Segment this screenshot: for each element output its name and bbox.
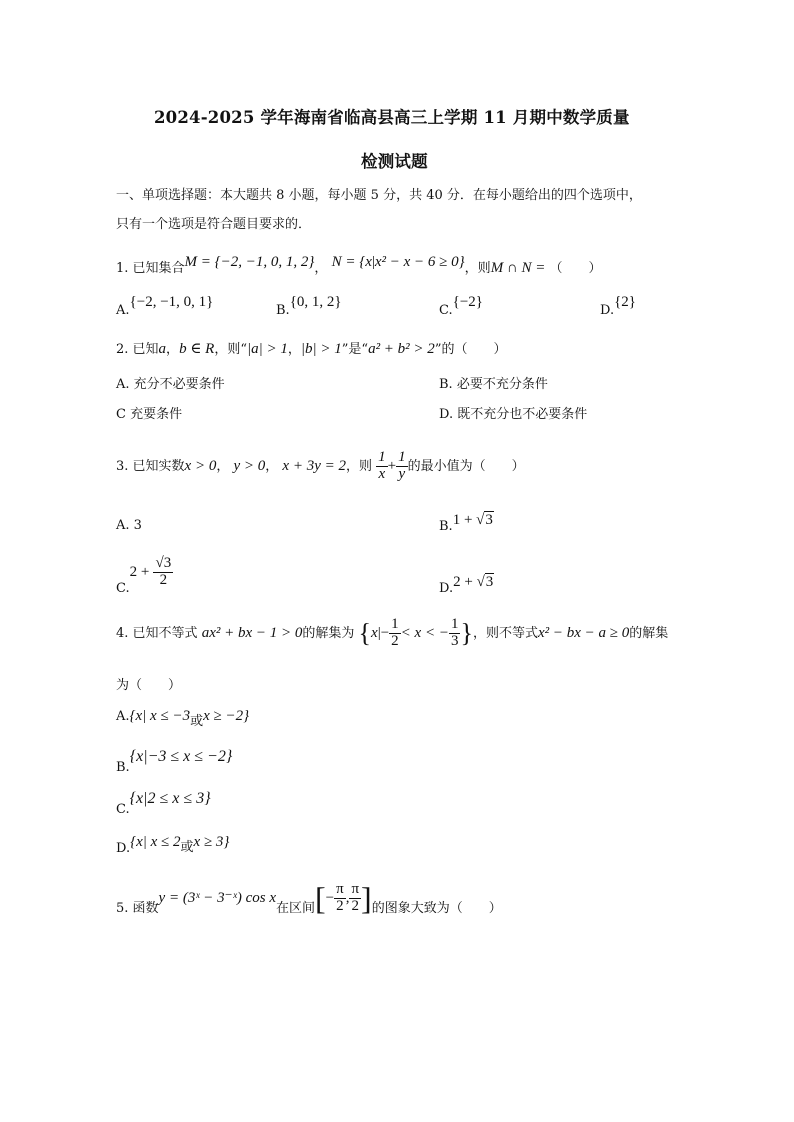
q5-minus: − [325,890,335,906]
q3-option-c-fraction [153,556,173,589]
q4-fraction-third [449,617,461,650]
q4-f2-den: 3 [450,632,459,649]
q4-inequality-2: x² − bx − a ≥ 0 [537,624,630,641]
q4-tail: 的解集 [629,625,669,641]
q5-fraction-left [334,882,346,915]
q3-sep: ， [216,458,230,474]
q3-frac2-num: 1 [398,449,406,465]
q4-option-c-label: C. [116,802,130,817]
q1-option-d [600,294,636,318]
question-2-stem [116,338,506,358]
q1-set-n-part2: x² − x − 6 ≥ 0} [374,254,465,270]
q4-option-a-label: A. [116,709,130,724]
q2-sep: ， [166,342,180,357]
q1-expression: M ∩ N = [490,260,546,276]
q3-option-c [116,556,173,596]
q4-number: 4. 已知不等式 [116,625,198,641]
q2-number: 2. 已知 [116,342,159,357]
q1-option-c-value: {−2} [452,294,483,310]
q3-frac1-num: 1 [378,449,386,465]
q4-f2-num: 1 [450,616,459,632]
q1-set-bar: | [371,254,375,270]
q4-option-d-v1: {x| x ≤ 2 [130,834,181,850]
q4-f1-den: 2 [391,632,399,649]
q2-cond-a: |a| > 1 [247,341,288,357]
q1-answer-paren: （ ） [549,261,602,276]
q4-option-d-label: D. [116,841,131,856]
q3-then: ，则 [345,458,372,474]
q3-frac2-den: y [398,465,406,482]
q1-option-b-label: B. [276,303,290,318]
q3-sep2: ， [265,458,279,474]
q4-option-d [116,834,229,856]
q4-option-a [116,708,249,729]
q4-lt: < x < − [400,624,449,641]
q3-number: 3. 已知实数 [116,458,185,474]
q3-tail: 的最小值为（ ） [407,458,525,474]
q2-option-c: C 充要条件 [116,407,183,422]
q3-option-c-v: 2 + [129,563,150,580]
section-instructions-line1: 一、单项选择题：本大题共 8 小题，每小题 5 分，共 40 分．在每小题给出的四个选项中， [116,188,642,203]
q4-sol: 的解集为 [302,625,355,641]
q3-option-b-label: B. [439,519,453,534]
q4-option-a-v2: x ≥ −2} [203,708,250,724]
q3-cond-x: x > 0 [184,457,217,474]
q4-f1-num: 1 [391,616,399,632]
q2-end: ”的（ ） [434,342,507,357]
q2-option-b: B. 必要不充分条件 [439,377,548,392]
question-4-stem: 4. 已知不等式 ax² + bx − 1 > 0的解集为 {x|− $\frac{1}{2}$ < x < − $\frac{1}{3}$ }，则不等式x² − bx − a ≥ 0的解集 [116,616,669,649]
q5-right-num: π [351,881,360,898]
q2-cond-b: |b| > 1 [300,341,342,357]
q3-option-d-label: D. [439,581,454,596]
q1-option-d-label: D. [600,303,615,318]
section-instructions-line2: 只有一个选项是符合题目要求的． [116,217,312,232]
q2-is: ”是“ [341,342,369,357]
q5-left-den: 2 [336,898,344,914]
q1-option-c-label: C. [439,303,453,318]
q1-number: 1. 已知集合 [116,261,185,276]
q3-option-d-radicand: 3 [485,574,494,590]
q1-option-a-label: A. [116,303,130,318]
q1-set-m: M = {−2, −1, 0, 1, 2} [184,254,315,270]
q4-option-c-value: {x|2 ≤ x ≤ 3} [129,790,211,807]
doc-title-line1: 2024-2025 学年海南省临高县高三上学期 11 月期中数学质量 [154,108,630,127]
q3-fraction-1-over-y [396,450,408,483]
question-1-stem [116,254,602,277]
q3-option-b-v1: 1 + [452,512,477,528]
q1-option-b-value: {0, 1, 2} [289,294,342,310]
q3-cond-sum: x + 3y = 2 [282,457,346,474]
q1-set-n-part1: N = {x [331,254,372,270]
q2-option-a: A. 充分不必要条件 [116,377,225,392]
q4-fraction-half [389,617,401,650]
q3-option-b-radicand: 3 [485,512,493,528]
q3-option-a: A. 3 [116,518,142,533]
q5-left-num: π [336,881,344,898]
q4-option-a-or: 或 [190,714,204,729]
q5-function: y = (3ˣ − 3⁻ˣ) cos x [158,890,276,906]
q5-fraction-right [349,882,361,915]
q4-stem-continued: 为（ ） [116,678,182,693]
q4-set-x: x [371,624,378,641]
q4-option-a-v1: {x| x ≤ −3 [129,708,191,724]
q1-option-c [439,294,483,318]
q3-fraction-1-over-x [376,450,388,483]
q3-plus: + [387,457,397,474]
q2-sep2: ， [287,342,301,357]
q3-option-d-v1: 2 + [453,574,477,590]
q3-cond-y: y > 0 [233,457,266,474]
q2-cond-c: a² + b² > 2 [368,341,435,357]
q3-frac1-den: x [378,465,386,482]
q1-option-a-value: {−2, −1, 0, 1} [129,294,214,310]
q4-inequality: ax² + bx − 1 > 0 [201,624,303,641]
q1-option-b [276,294,342,318]
q4-option-b-label: B. [116,760,130,775]
q3-option-c-num: √3 [155,555,172,571]
q5-tail: 的图象大致为（ ） [371,901,502,916]
q2-option-d: D. 既不充分也不必要条件 [439,407,588,422]
q5-number: 5. 函数 [116,901,159,916]
q4-option-b [116,748,232,775]
q4-option-c [116,790,211,817]
q4-then: ，则不等式 [472,625,538,641]
q2-then: ，则“ [214,342,247,357]
q1-comma: ， [314,261,328,276]
q2-var-a: a [158,341,167,357]
q3-option-d: D.2 + √3 [439,574,494,596]
q3-option-b: B.1 + √3 [439,512,493,534]
q1-option-a [116,294,213,318]
q4-minus: − [380,624,390,641]
q1-then: ，则 [464,261,491,276]
doc-title-line2: 检测试题 [361,152,428,171]
q5-interval-label: 在区间 [275,901,315,916]
q4-option-d-v2: x ≥ 3} [193,834,230,850]
q5-right-den: 2 [351,898,359,914]
q4-option-b-value: {x|−3 ≤ x ≤ −2} [129,748,233,765]
question-3-stem [116,450,525,483]
question-5-stem: 5. 函数y = (3ˣ − 3⁻ˣ) cos x在区间[− $\frac{\pi}{2}$ , $\frac{\pi}{2}$ ]的图象大致为（ ） [116,880,502,916]
q1-option-d-value: {2} [614,294,636,310]
q3-option-c-den: 2 [159,571,168,588]
q3-option-c-label: C. [116,580,130,596]
q2-var-b: b ∈ R [179,341,215,357]
q4-option-d-or: 或 [180,840,194,855]
